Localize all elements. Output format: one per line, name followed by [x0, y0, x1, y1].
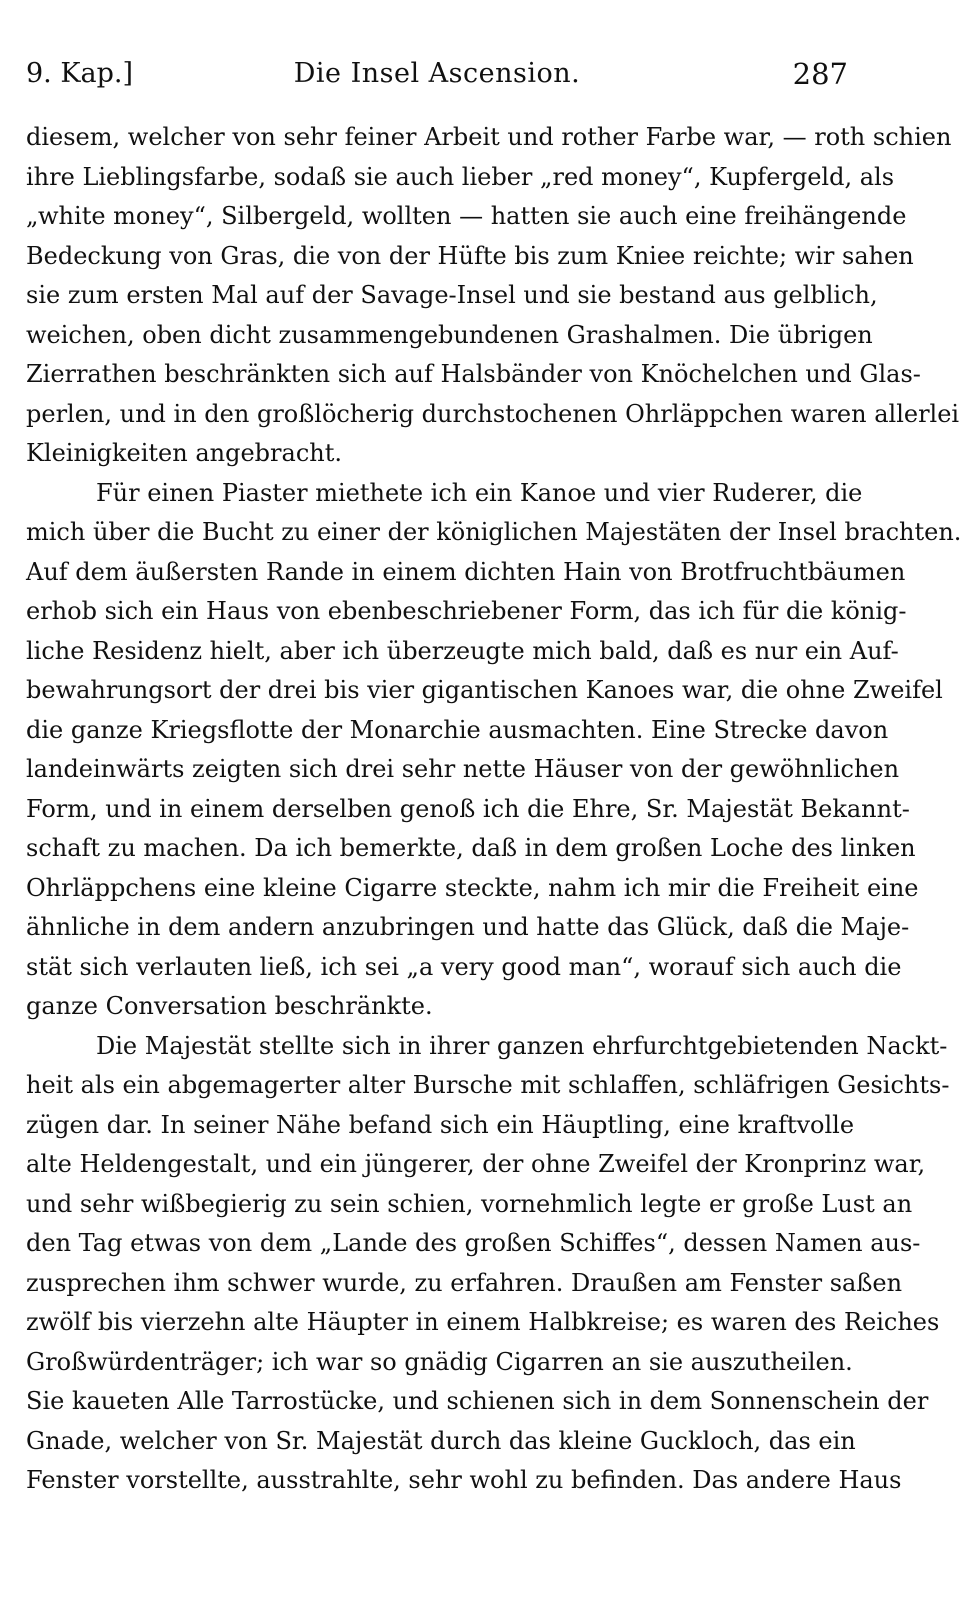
text-line: „white money“, Silbergeld, wollten — hatten sie auch eine freihängende: [26, 202, 907, 230]
text-line: Die Majestät stellte sich in ihrer ganzen ehrfurchtgebietenden Nackt-: [96, 1031, 948, 1060]
text-line: heit als ein abgemagerter alter Bursche mit schlaffen, schläfrigen Gesichts-: [26, 1071, 950, 1099]
text-line: Ohrläppchens eine kleine Cigarre steckte, nahm ich mir die Freiheit eine: [26, 873, 919, 902]
text-line: mich über die Bucht zu einer der königlichen Majestäten der Insel brachten.: [26, 518, 961, 546]
chapter-reference: 9. Kap.]: [26, 58, 134, 89]
text-line: diesem, welcher von sehr feiner Arbeit und rother Farbe war, — roth schien: [26, 123, 952, 151]
text-line: liche Residenz hielt, aber ich überzeugte mich bald, daß es nur ein Auf-: [26, 636, 899, 665]
text-line: Zierrathen beschränkten sich auf Halsbänder von Knöchelchen und Glas-: [26, 360, 921, 388]
text-line: alte Heldengestalt, und ein jüngerer, der ohne Zweifel der Kronprinz war,: [26, 1150, 926, 1178]
text-line: stät sich verlauten ließ, ich sei „a very good man“, worauf sich auch die: [26, 952, 902, 981]
text-line: ihre Lieblingsfarbe, sodaß sie auch lieber „red money“, Kupfergeld, als: [26, 162, 895, 191]
text-line: Kleinigkeiten angebracht.: [26, 439, 342, 467]
text-line: Sie kaueten Alle Tarrostücke, und schienen sich in dem Sonnenschein der: [26, 1387, 929, 1415]
text-line: Für einen Piaster miethete ich ein Kanoe und vier Ruderer, die: [96, 478, 863, 507]
text-line: Großwürdenträger; ich war so gnädig Cigarren an sie auszutheilen.: [26, 1347, 853, 1376]
text-line: schaft zu machen. Da ich bemerkte, daß in dem großen Loche des linken: [26, 834, 916, 862]
running-head: [26, 52, 848, 96]
text-line: landeinwärts zeigten sich drei sehr nette Häuser von der gewöhnlichen: [26, 755, 900, 783]
body-text: [26, 118, 961, 1501]
text-line: ganze Conversation beschränkte.: [26, 992, 433, 1020]
text-line: zusprechen ihm schwer wurde, zu erfahren. Draußen am Fenster saßen: [26, 1268, 903, 1297]
text-line: Fenster vorstellte, ausstrahlte, sehr wohl zu befinden. Das andere Haus: [26, 1466, 902, 1494]
paragraph: [26, 118, 960, 474]
text-line: den Tag etwas von dem „Lande des großen Schiffes“, dessen Namen aus-: [26, 1229, 921, 1257]
text-line: die ganze Kriegsflotte der Monarchie ausmachten. Eine Strecke davon: [26, 715, 889, 744]
text-line: Bedeckung von Gras, die von der Hüfte bis zum Kniee reichte; wir sahen: [26, 241, 914, 270]
text-line: zügen dar. In seiner Nähe befand sich ein Häuptling, eine kraftvolle: [26, 1110, 855, 1139]
text-line: und sehr wißbegierig zu sein schien, vornehmlich legte er große Lust an: [26, 1189, 913, 1218]
text-line: weichen, oben dicht zusammengebundenen Grashalmen. Die übrigen: [26, 320, 873, 349]
text-line: Gnade, welcher von Sr. Majestät durch das kleine Guckloch, das ein: [26, 1426, 856, 1455]
text-line: zwölf bis vierzehn alte Häupter in einem Halbkreise; es waren des Reiches: [26, 1308, 940, 1336]
text-line: sie zum ersten Mal auf der Savage-Insel und sie bestand aus gelblich,: [26, 281, 878, 309]
paragraph: [26, 1027, 950, 1501]
text-line: perlen, und in den großlöcherig durchstochenen Ohrläppchen waren allerlei: [26, 399, 960, 428]
page-number: 287: [792, 57, 848, 91]
text-line: bewahrungsort der drei bis vier gigantischen Kanoes war, die ohne Zweifel: [26, 676, 943, 704]
text-line: Form, und in einem derselben genoß ich die Ehre, Sr. Majestät Bekannt-: [26, 794, 910, 823]
text-line: Auf dem äußersten Rande in einem dichten Hain von Brotfruchtbäumen: [26, 557, 906, 586]
text-line: erhob sich ein Haus von ebenbeschriebener Form, das ich für die könig-: [26, 597, 907, 625]
text-line: ähnliche in dem andern anzubringen und hatte das Glück, daß die Maje-: [26, 913, 910, 941]
running-title: Die Insel Ascension.: [293, 58, 581, 89]
paragraph: [26, 474, 961, 1027]
